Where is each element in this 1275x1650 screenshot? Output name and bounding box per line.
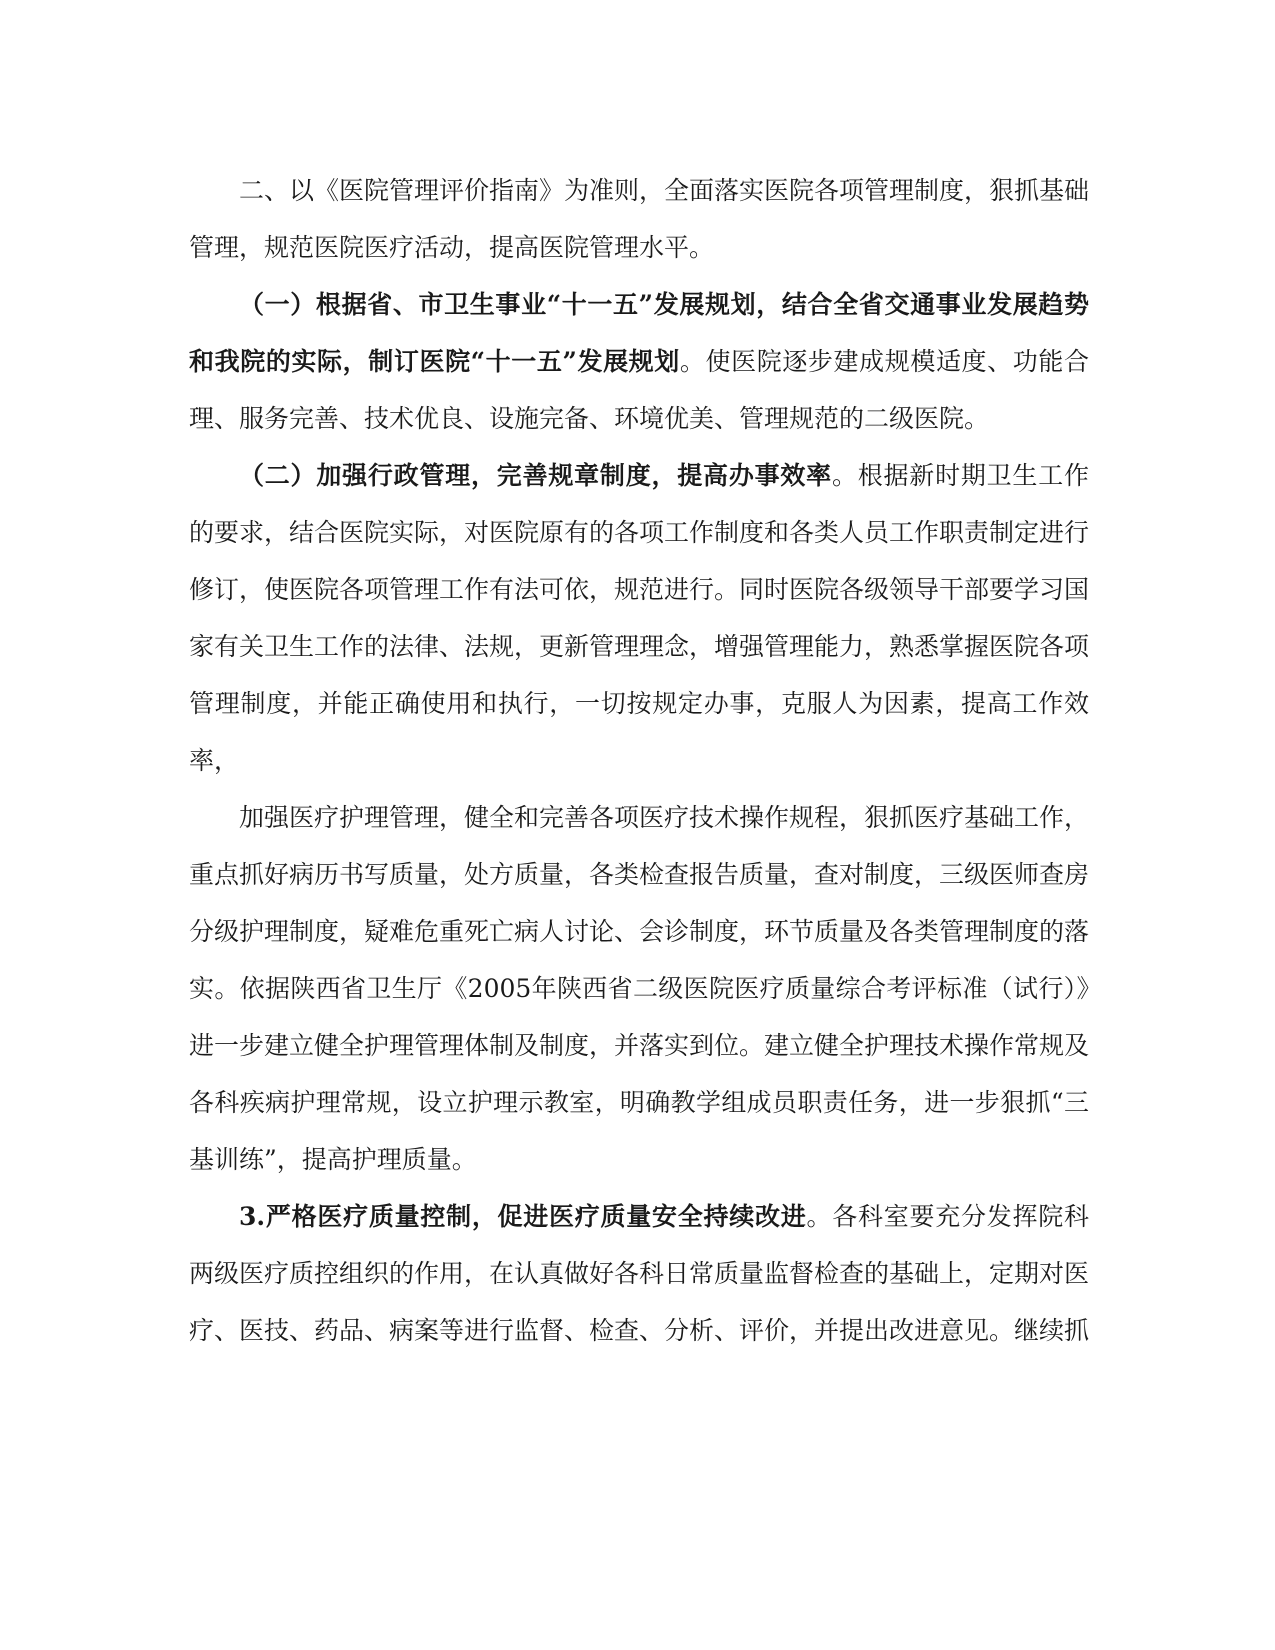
paragraph-nursing-management [189,789,1089,1188]
paragraph-text: 。各科室要充分发挥院科两级医疗质控组织的作用，在认真做好各科日常质量监督检查的基础上，定期对医疗、医技、药品、病案等进行监督、检查、分析、评价，并提出改进意见。继续抓 [189,1202,1090,1345]
paragraph-quality-control [189,1188,1089,1359]
document-body [189,162,1089,1359]
paragraph-heading: （二）加强行政管理，完善规章制度，提高办事效率 [239,461,832,490]
paragraph-management-guide [189,162,1089,276]
paragraph-heading: （一）根据省、市卫生事业“十一五”发展规划，结合全省交通事业发展趋势和我院的实际，制订医院“十一五”发展规划 [189,290,1089,376]
paragraph-development-plan [189,276,1089,447]
paragraph-text: 。根据新时期卫生工作的要求，结合医院实际，对医院原有的各项工作制度和各类人员工作职责制定进行修订，使医院各项管理工作有法可依，规范进行。同时医院各级领导干部要学习国家有关卫生工作的法律、法规，更新管理理念，增强管理能力，熟悉掌握医院各项管理制度，并能正确使用和执行，一切按规定办事，克服人为因素，提高工作效率， [189,461,1090,775]
paragraph-administrative-management [189,447,1089,789]
paragraph-text: 二、以《医院管理评价指南》为准则，全面落实医院各项管理制度，狠抓基础管理，规范医院医疗活动，提高医院管理水平。 [189,176,1090,262]
paragraph-heading: 3.严格医疗质量控制，促进医疗质量安全持续改进 [239,1202,807,1231]
paragraph-text: 加强医疗护理管理，健全和完善各项医疗技术操作规程，狠抓医疗基础工作，重点抓好病历书写质量，处方质量，各类检查报告质量，查对制度，三级医师查房分级护理制度，疑难危重死亡病人讨论、会诊制度，环节质量及各类管理制度的落实。依据陕西省卫生厅《2005年陕西省二级医院医疗质量综合考评标准（试行）》进一步建立健全护理管理体制及制度，并落实到位。建立健全护理技术操作常规及各科疾病护理常规，设立护理示教室，明确教学组成员职责任务，进一步狠抓“三基训练”，提高护理质量。 [189,803,1090,1174]
paragraph-text: 。使医院逐步建成规模适度、功能合理、服务完善、技术优良、设施完备、环境优美、管理规范的二级医院。 [189,347,1089,433]
